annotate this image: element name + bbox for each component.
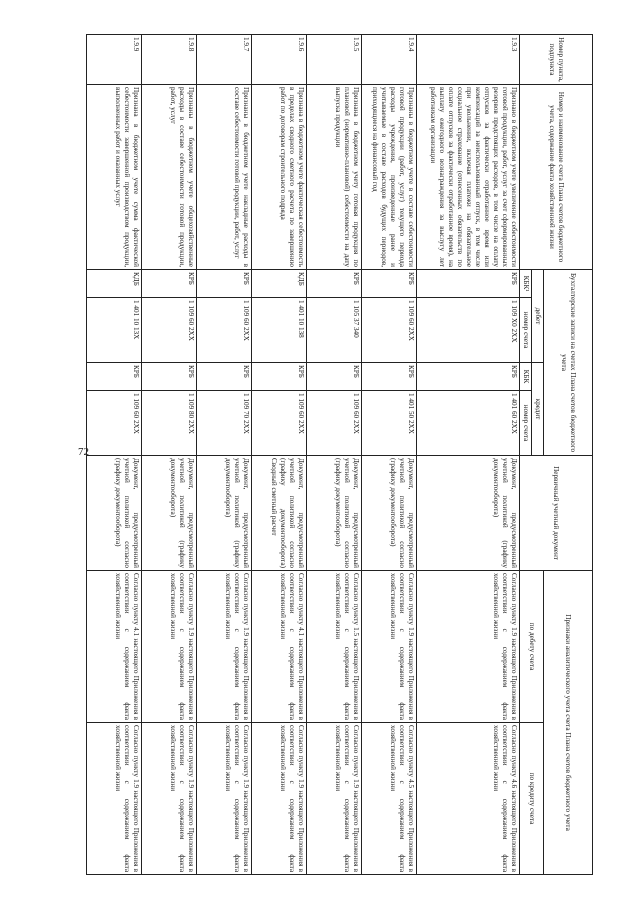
row-account-debit: 1 109 60 2XX [142,298,197,363]
row-document: Документ, предусмотренный учетной политикой (графику документооборота) [197,456,252,571]
row-analytics-credit: Согласно пункту 1.9 настоящего Приложения в соответствии с содержанием факта хозяйственной жизни [87,723,142,875]
table-row [307,35,362,875]
table-row [417,35,520,875]
row-description: Признана в бюджетном учету готовая продукция по плановой (нормативно-плановой) себестоимости на дату выпуска продукции [307,85,362,270]
row-kbk-credit: КРБ [362,363,417,391]
row-analytics-credit: Согласно пункту 1.9 настоящего Приложения в соответствии с содержанием факта хозяйственной жизни [142,723,197,875]
row-number: 1.9.7 [197,35,252,85]
header-kbk-debit: КБК¹ [520,270,532,298]
row-number: 1.9.5 [307,35,362,85]
row-number: 1.9.8 [142,35,197,85]
header-by-debit: по дебету счета [520,571,544,723]
table-row [87,35,142,875]
row-description: Признана в бюджетном учете сумма фактической себестоимости завершенной производством продукции, выполненных работ и оказанных услуг [87,85,142,270]
row-account-credit: 1 109 60 2XX [307,391,362,456]
row-document: Документ, предусмотренный учетной политикой согласно (графику документооборота) Сводный сметный расчет [252,456,307,571]
row-analytics-debit: Согласно пункту 1.9 настоящего Приложения в соответствии с содержанием факта хозяйственной жизни [362,571,417,723]
row-kbk-debit: КРБ [142,270,197,298]
row-account-debit: 1 105 37 340 [307,298,362,363]
row-account-debit: 1 109 60 2XX [362,298,417,363]
row-account-debit: 1 109 X0 2XX [417,298,520,363]
row-account-credit: 1 401 50 2XX [362,391,417,456]
row-analytics-credit: Согласно пункту 1.9 настоящего Приложения в соответствии с содержанием факта хозяйственной жизни [197,723,252,875]
row-number: 1.9.3 [417,35,520,85]
accounting-entries-table [86,34,593,875]
row-analytics-debit: Согласно пункту 4.1 настоящего Приложения в соответствии с содержанием факта хозяйственной жизни [87,571,142,723]
row-document: Документ, предусмотренный учетной политикой (графику документооборота) [417,456,520,571]
row-account-credit: 1 401 60 2XX [417,391,520,456]
row-analytics-credit: Согласно пункту 4.6 настоящего Приложения в соответствии с содержанием факта хозяйственной жизни [417,723,520,875]
row-kbk-credit: КРБ [417,363,520,391]
row-description: Признаны в бюджетном учете общехозяйственные расходы в составе себестоимости готовой продукции, работ, услуг [142,85,197,270]
row-description: Признаны в бюджетном учете накладные расходы в составе себестоимости готовой продукции, работ, услуг [197,85,252,270]
header-account-credit: номер счета [520,391,532,456]
row-kbk-debit: КДБ [87,270,142,298]
row-description: Признано в бюджетном учете увеличение себестоимости готовой продукции, работ, услуг за счет сформированных резервов предстоящих расходов, в том числе на оплату отпусков за фактически отработанное время или компенсаций за неиспользованный отпуск, в том числе при увольнении, включая платежи на обязательное социальное страхование (отнесенных обязательств по оплате отпусков за фактически отработанное время), на выплату ежегодного вознаграждения за выслугу лет работникам организации [417,85,520,270]
row-account-debit: 1 401 10 138 [252,298,307,363]
row-kbk-debit: КРБ [362,270,417,298]
header-item-number: Номер пункта, подпункта [520,35,593,85]
header-by-credit: по кредиту счета [520,723,544,875]
row-analytics-credit: Согласно пункту 1.9 настоящего Приложения в соответствии с содержанием факта хозяйственной жизни [307,723,362,875]
header-credit: кредит [532,363,544,456]
row-analytics-credit: Согласно пункту 4.5 настоящего Приложения в соответствии с содержанием факта хозяйственной жизни [362,723,417,875]
header-debit: дебет [532,270,544,363]
row-account-credit: 1 109 60 2XX [252,391,307,456]
header-account-debit: номер счета [520,298,532,363]
row-kbk-credit: КРБ [142,363,197,391]
row-number: 1.9.9 [87,35,142,85]
table-row [362,35,417,875]
row-description: Признаны в бюджетном учете в составе себестоимости готовой продукции (работ, услуг) текущего периода расходы учреждения, произведенные ранее и учитываемые в составе расходов будущих периодов, приходящиеся на финансовый год [362,85,417,270]
header-plan-account: Номер и наименование счета Плана счетов бюджетного учета, содержание факта хозяйственной жизни [520,85,593,270]
row-kbk-credit: КРБ [87,363,142,391]
rotated-document [27,34,593,874]
row-account-debit: 1 401 10 13X [87,298,142,363]
row-kbk-debit: КРБ [417,270,520,298]
row-document: Документ, предусмотренный учетной политикой (графику документооборота) [142,456,197,571]
row-analytics-debit: Согласно пункту 1.9 настоящего Приложения в соответствии с содержанием факта хозяйственной жизни [417,571,520,723]
row-analytics-credit: Согласно пункту 1.9 настоящего Приложения в соответствии с содержанием факта хозяйственной жизни [252,723,307,875]
row-kbk-debit: КРБ [197,270,252,298]
row-document: Документ, предусмотренный учетной политикой согласно (графику документооборота) [87,456,142,571]
row-kbk-debit: КРБ [307,270,362,298]
row-document: Документ, предусмотренный учетной политикой согласно (графику документооборота) [307,456,362,571]
header-analytics: Признаки аналитического учета счета Плана счетов бюджетного учета [544,571,593,875]
row-analytics-debit: Согласно пункту 1.9 настоящего Приложения в соответствии с содержанием факта хозяйственной жизни [197,571,252,723]
table-row [142,35,197,875]
row-account-credit: 1 109 60 2XX [87,391,142,456]
row-analytics-debit: Согласно пункту 1.9 настоящего Приложения в соответствии с содержанием факта хозяйственной жизни [142,571,197,723]
row-analytics-debit: Согласно пункту 4.1 настоящего Приложения в соответствии с содержанием факта хозяйственной жизни [252,571,307,723]
row-kbk-credit: КРБ [252,363,307,391]
header-kbk-credit: КБК [520,363,532,391]
row-account-credit: 1 109 80 2XX [142,391,197,456]
table-row [252,35,307,875]
row-kbk-credit: КРБ [197,363,252,391]
row-analytics-debit: Согласно пункту 1.5 настоящего Приложения в соответствии с содержанием факта хозяйственной жизни [307,571,362,723]
table-row [197,35,252,875]
row-account-credit: 1 109 70 2XX [197,391,252,456]
row-description: Признана в бюджетном учете фактическая себестоимость в пределах сводного сметного расчета по завершению работ по договорам строительного подряда [252,85,307,270]
row-number: 1.9.4 [362,35,417,85]
row-kbk-credit: КРБ [307,363,362,391]
row-account-debit: 1 109 60 2XX [197,298,252,363]
row-kbk-debit: КДБ [252,270,307,298]
row-document: Документ, предусмотренный учетной политикой согласно (графику документооборота) [362,456,417,571]
header-primary-doc: Первичный учетный документ [520,456,593,571]
header-entries: Бухгалтерские записи на счетах Плана счетов бюджетного учета [544,270,593,456]
row-number: 1.9.6 [252,35,307,85]
page-number: 72 [78,446,89,458]
